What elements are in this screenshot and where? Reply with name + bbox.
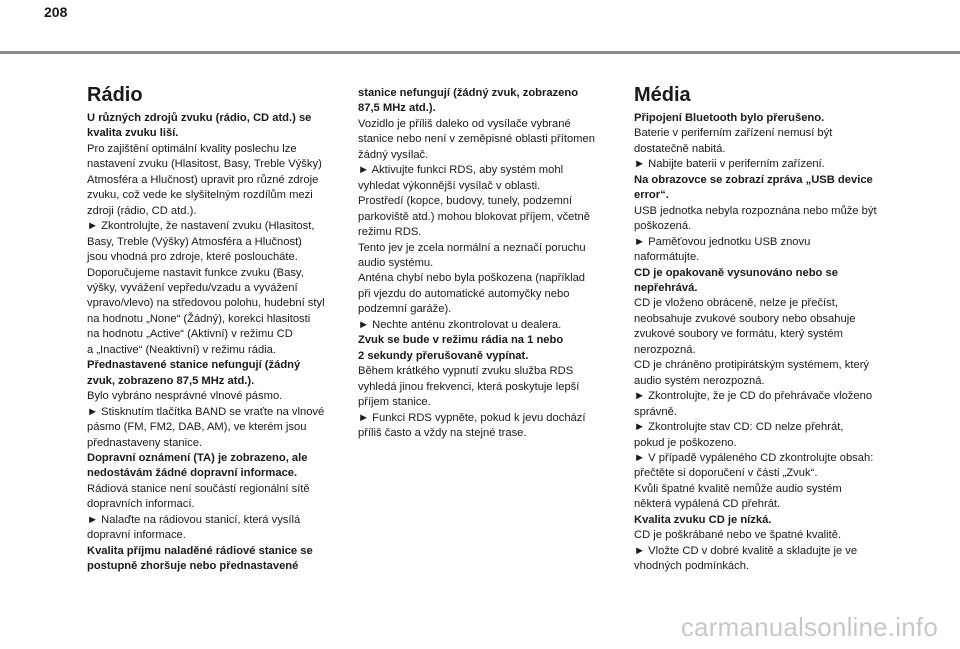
column-radio [87,83,359,575]
radio-col2-body [358,86,630,441]
section-title-radio: Rádio [87,84,143,106]
paragraph-text: ► Nalaďte na rádiovou stanicí, která vysílá dopravní informace. [87,513,301,542]
footer-watermark: carmanualsonline.info [680,612,938,642]
paragraph-text: ► Vložte CD v dobré kvalitě a skladujte je ve vhodných podmínkách. [634,544,858,573]
paragraph-text: ► V případě vypáleného CD zkontrolujte obsah: přečtěte si doporučení v části „Zvuk“. [634,451,874,480]
paragraph-text: USB jednotka nebyla rozpoznána nebo může být poškozená. [634,204,877,233]
paragraph-text: ► Zkontrolujte, že je CD do přehrávače vloženo správně. [634,390,873,418]
paragraph-text: Během krátkého vypnutí zvuku služba RDS vyhledá jinou frekvenci, která poskytuje lepší příjem stanice. [358,365,580,409]
paragraph-heading: Kvalita příjmu naladěné rádiové stanice se postupně zhoršuje nebo přednastavené [87,544,313,573]
radio-col1-body [87,111,359,575]
paragraph-text: Baterie v periferním zařízení nemusí být dostatečně nabitá. [634,127,833,155]
paragraph-text: ► Funkci RDS vypněte, pokud k jevu dochází příliš často a vždy na stejné trase. [358,411,586,439]
paragraph-text: CD je vloženo obráceně, nelze je přečíst, neobsahuje zvukové soubory nebo obsahuje zvukové soubory ve formátu, který systém nerozpozná. [634,297,856,356]
column-media [634,83,906,575]
paragraph-text: Tento jev je zcela normální a neznačí poruchu audio systému. [358,241,586,269]
paragraph-heading: CD je opakovaně vysunováno nebo se nepřehrává. [634,266,838,294]
paragraph-text: Pro zajištění optimální kvality poslechu lze nastavení zvuku (Hlasitost, Basy, Treble Výšky) Atmosféra a Hlučnost) upravit pro různé zdroje zvuku, což vede ke slyšitelným rozdílům mezi zdroji (rádio, CD atd.). [87,142,322,217]
page-number: 208 [44,4,68,20]
paragraph-text: Bylo vybráno nesprávné vlnové pásmo. [87,390,283,403]
media-col3-body [634,111,906,575]
paragraph-text: Rádiová stanice není součástí regionální sítě dopravních informací. [87,482,310,511]
paragraph-heading: Na obrazovce se zobrazí zpráva „USB device error“. [634,173,873,202]
paragraph-text: ► Nechte anténu zkontrolovat u dealera. [358,318,562,331]
paragraph-text: Prostředí (kopce, budovy, tunely, podzemní parkoviště atd.) mohou blokovat příjem, včetně režimu RDS. [358,195,590,239]
paragraph-text: ► Stisknutím tlačítka BAND se vraťte na vlnové pásmo (FM, FM2, DAB, AM), ve kterém jsou přednastaveny stanice. [87,405,325,449]
paragraph-heading: Dopravní oznámení (TA) je zobrazeno, ale nedostávám žádné dopravní informace. [87,451,308,480]
section-title-media: Média [634,84,691,106]
paragraph-heading: Kvalita zvuku CD je nízká. [634,513,772,526]
paragraph-text: CD je chráněno protipirátským systémem, který audio systém nerozpozná. [634,359,870,387]
paragraph-text: ► Zkontrolujte stav CD: CD nelze přehrát, pokud je poškozeno. [634,421,844,449]
paragraph-text: Kvůli špatné kvalitě nemůže audio systém některá vypálená CD přehrát. [634,482,842,511]
paragraph-text: ► Nabijte baterii v periferním zařízení. [634,158,825,171]
paragraph-text: Anténa chybí nebo byla poškozena (například při vjezdu do automatické automyčky nebo podzemní garáže). [358,272,586,316]
paragraph-text: ► Aktivujte funkci RDS, aby systém mohl vyhledat výkonnější vysílač v oblasti. [358,164,564,192]
column-radio-continued [358,86,630,441]
paragraph-text: CD je poškrábané nebo ve špatné kvalitě. [634,529,842,542]
paragraph-heading: Připojení Bluetooth bylo přerušeno. [634,112,825,124]
paragraph-heading: Přednastavené stanice nefungují (žádný zvuk, zobrazeno 87,5 MHz atd.). [87,359,301,387]
paragraph-text: ► Paměťovou jednotku USB znovu naformátujte. [634,235,811,264]
paragraph-heading: stanice nefungují (žádný zvuk, zobrazeno 87,5 MHz atd.). [358,87,579,115]
paragraph-heading: U různých zdrojů zvuku (rádio, CD atd.) se kvalita zvuku liší. [87,112,312,140]
paragraph-text: ► Zkontrolujte, že nastavení zvuku (Hlasitost, Basy, Treble (Výšky) Atmosféra a Hlučnost) jsou vhodná pro zdroje, které posloucháte. Doporučujeme nastavit funkce zvuku (Basy, výšky, vyvážení vepředu/vzadu a vyvážení vpravo/vlevo) na středovou polohu, hudební styl na hodnotu „None“ (Žádný), korekci hlasitosti na hodnotu „Active“ (Aktivní) v režimu CD a „Inactive“ (Neaktivní) v režimu rádia. [87,220,325,356]
paragraph-text: Vozidlo je příliš daleko od vysílače vybrané stanice nebo není v zeměpisné oblasti přítomen žádný vysílač. [358,117,595,161]
paragraph-heading: Zvuk se bude v režimu rádia na 1 nebo 2 sekundy přerušovaně vypínat. [358,334,564,362]
header-rule [0,51,960,54]
